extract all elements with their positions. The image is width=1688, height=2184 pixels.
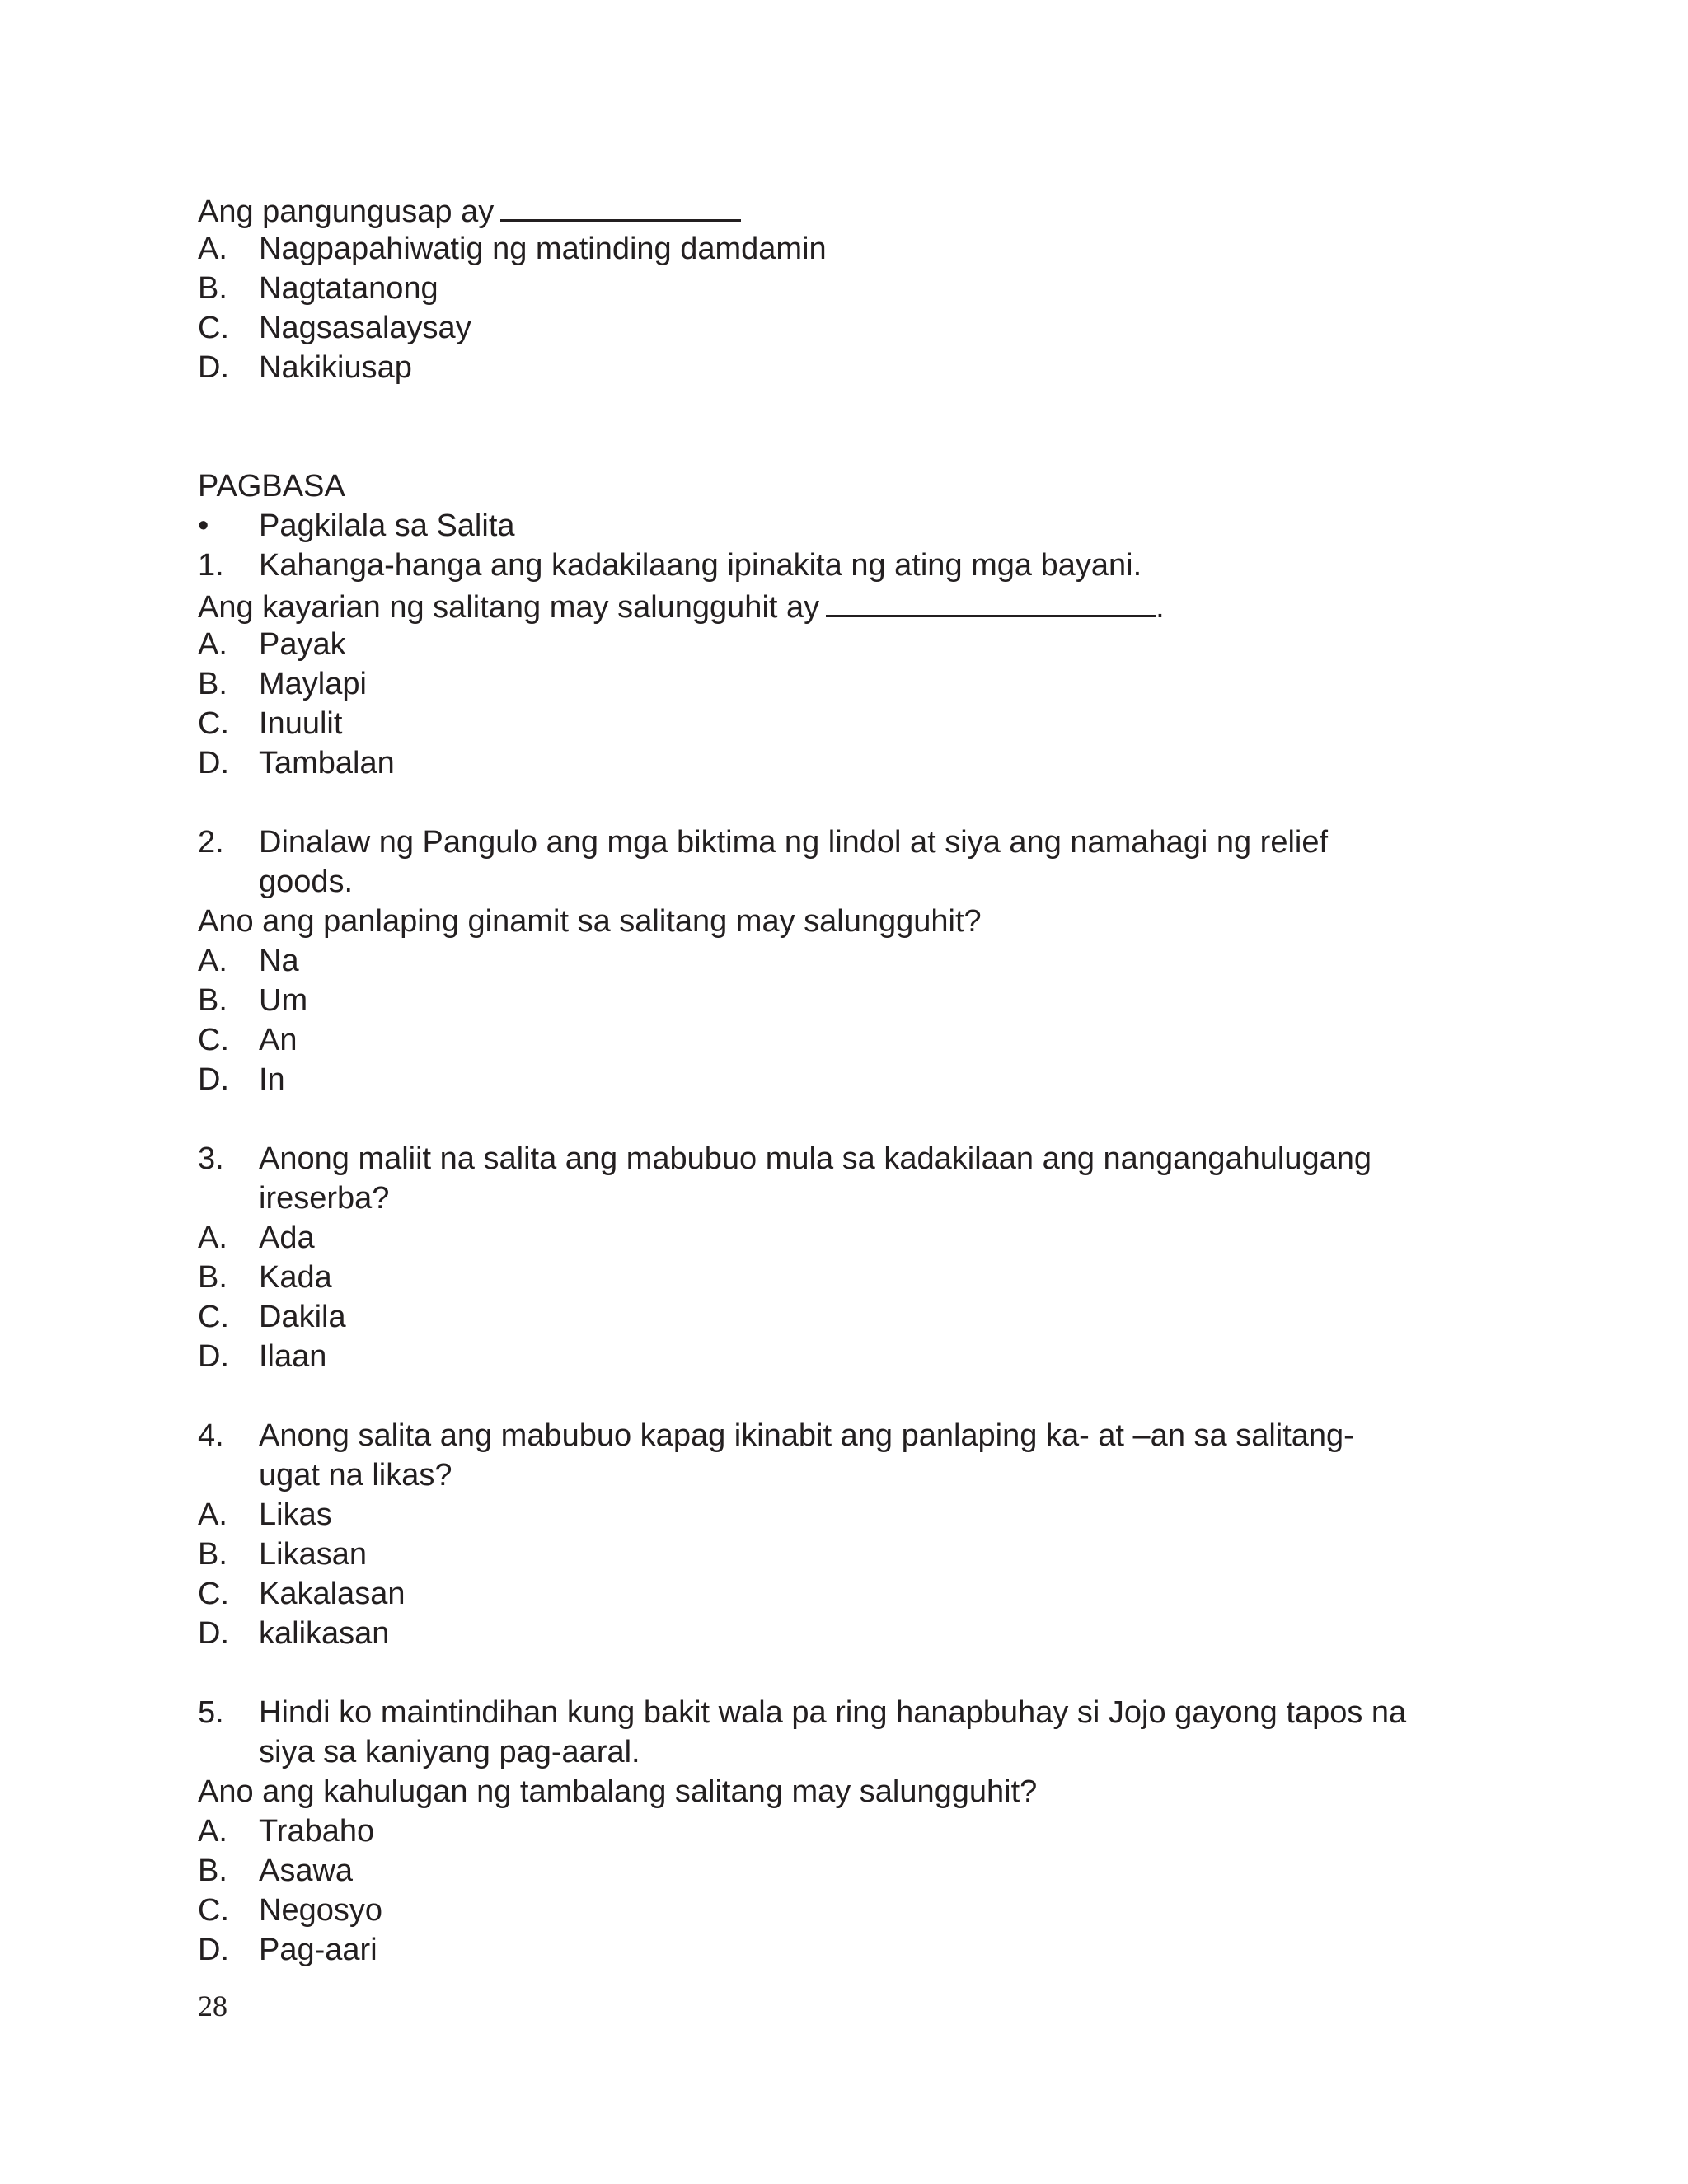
question-number: 3. [198, 1141, 224, 1176]
section-title: PAGBASA [198, 469, 345, 504]
question-text: goods. [259, 865, 354, 899]
choice-text: An [259, 1023, 298, 1057]
question-number: 5. [198, 1695, 224, 1730]
choice-label: A. [198, 1497, 227, 1532]
choice-row [198, 704, 1484, 743]
choice-text: Payak [259, 627, 346, 662]
choice-text: Maylapi [259, 667, 367, 701]
question-spacer [198, 1099, 1484, 1139]
question-2-stem [198, 823, 1484, 862]
choice-row [198, 348, 1484, 387]
choice-text: Ada [259, 1221, 315, 1255]
choice-text: Likas [259, 1497, 332, 1532]
question-number: 1. [198, 548, 224, 583]
question-spacer [198, 783, 1484, 823]
subsection-row [198, 506, 1484, 546]
choice-text: Nagsasalaysay [259, 311, 471, 345]
choice-text: Pag-aari [259, 1933, 377, 1967]
choice-text: Kada [259, 1260, 332, 1295]
choice-label: C. [198, 1023, 229, 1057]
prompt-text: Ano ang panlaping ginamit sa salitang may salungguhit? [198, 904, 982, 939]
choice-label: D. [198, 1616, 229, 1651]
choice-label: C. [198, 1300, 229, 1334]
choice-label: D. [198, 1339, 229, 1374]
choice-text: Negosyo [259, 1893, 382, 1928]
choice-label: A. [198, 1814, 227, 1849]
choice-text: Nakikiusap [259, 350, 412, 385]
choice-row [198, 664, 1484, 704]
question-1-prompt [198, 585, 1484, 625]
choice-label: A. [198, 944, 227, 978]
choice-text: Na [259, 944, 299, 978]
question-4-stem-cont [198, 1455, 1484, 1495]
choice-label: A. [198, 627, 227, 662]
question-3-stem [198, 1139, 1484, 1179]
choice-label: B. [198, 983, 227, 1018]
choice-row [198, 1060, 1484, 1099]
section-title-row [198, 466, 1484, 506]
question-text: Anong salita ang mabubuo kapag ikinabit ang panlaping ka- at –an sa salitang- [259, 1418, 1354, 1453]
choice-row [198, 743, 1484, 783]
choice-label: A. [198, 232, 227, 266]
choice-label: D. [198, 746, 229, 780]
choice-label: B. [198, 1854, 227, 1888]
question-text: Dinalaw ng Pangulo ang mga biktima ng lindol at siya ang namahagi ng relief [259, 825, 1329, 860]
question-spacer [198, 1653, 1484, 1693]
stem-text: Ang pangungusap ay [198, 194, 495, 229]
section-spacer [198, 387, 1484, 466]
choice-row [198, 1811, 1484, 1851]
bullet-icon: • [198, 509, 209, 543]
choice-row [198, 1535, 1484, 1574]
choice-label: D. [198, 1933, 229, 1967]
choice-text: Inuulit [259, 706, 343, 741]
question-text: Anong maliit na salita ang mabubuo mula sa kadakilaan ang nangangahulugang [259, 1141, 1372, 1176]
choice-text: Asawa [259, 1854, 354, 1888]
choice-label: B. [198, 1537, 227, 1572]
choice-label: D. [198, 350, 229, 385]
choice-text: Nagpapahiwatig ng matinding damdamin [259, 232, 827, 266]
choice-row [198, 1218, 1484, 1258]
choice-text: Ilaan [259, 1339, 327, 1374]
choice-row [198, 1851, 1484, 1891]
choice-text: Um [259, 983, 308, 1018]
choice-label: A. [198, 1221, 227, 1255]
choice-row [198, 1930, 1484, 1970]
question-5-stem-cont [198, 1732, 1484, 1772]
question-2-prompt [198, 902, 1484, 941]
choice-row [198, 1337, 1484, 1376]
question-5-stem [198, 1693, 1484, 1732]
choice-row [198, 1574, 1484, 1614]
question-number: 2. [198, 825, 224, 860]
question-text: ireserba? [259, 1181, 390, 1216]
page-content [198, 190, 1484, 1970]
choice-text: Kakalasan [259, 1577, 406, 1611]
continued-question-stem [198, 190, 1484, 229]
choice-label: C. [198, 1893, 229, 1928]
choice-row [198, 1020, 1484, 1060]
choice-text: kalikasan [259, 1616, 390, 1651]
question-spacer [198, 1376, 1484, 1416]
question-text: siya sa kaniyang pag-aaral. [259, 1735, 640, 1769]
answer-blank [500, 190, 741, 222]
subsection-title: Pagkilala sa Salita [259, 509, 515, 543]
question-text: Kahanga-hanga ang kadakilaang ipinakita ng ating mga bayani. [259, 548, 1142, 583]
choice-text: Likasan [259, 1537, 367, 1572]
choice-label: C. [198, 706, 229, 741]
question-1-stem [198, 546, 1484, 585]
prompt-text: Ang kayarian ng salitang may salungguhit ay [198, 590, 820, 625]
choice-row [198, 1614, 1484, 1653]
choice-row [198, 941, 1484, 981]
choice-label: C. [198, 1577, 229, 1611]
question-3-stem-cont [198, 1179, 1484, 1218]
choice-text: In [259, 1062, 285, 1097]
choice-text: Dakila [259, 1300, 346, 1334]
choice-row [198, 308, 1484, 348]
prompt-end: . [1156, 590, 1165, 625]
choice-row [198, 229, 1484, 269]
choice-text: Nagtatanong [259, 271, 438, 306]
question-2-stem-cont [198, 862, 1484, 902]
choice-label: D. [198, 1062, 229, 1097]
choice-label: B. [198, 1260, 227, 1295]
choice-row [198, 981, 1484, 1020]
choice-row [198, 269, 1484, 308]
prompt-text: Ano ang kahulugan ng tambalang salitang may salungguhit? [198, 1774, 1038, 1809]
choice-row [198, 1258, 1484, 1297]
answer-blank [826, 585, 1156, 617]
page-number: 28 [198, 1990, 227, 2022]
choice-text: Trabaho [259, 1814, 375, 1849]
choice-label: C. [198, 311, 229, 345]
question-4-stem [198, 1416, 1484, 1455]
question-5-prompt [198, 1772, 1484, 1811]
question-number: 4. [198, 1418, 224, 1453]
choice-row [198, 1495, 1484, 1535]
question-text: Hindi ko maintindihan kung bakit wala pa ring hanapbuhay si Jojo gayong tapos na [259, 1695, 1407, 1730]
choice-row [198, 1891, 1484, 1930]
choice-label: B. [198, 271, 227, 306]
question-text: ugat na likas? [259, 1458, 452, 1493]
choice-text: Tambalan [259, 746, 395, 780]
choice-row [198, 625, 1484, 664]
choice-label: B. [198, 667, 227, 701]
choice-row [198, 1297, 1484, 1337]
